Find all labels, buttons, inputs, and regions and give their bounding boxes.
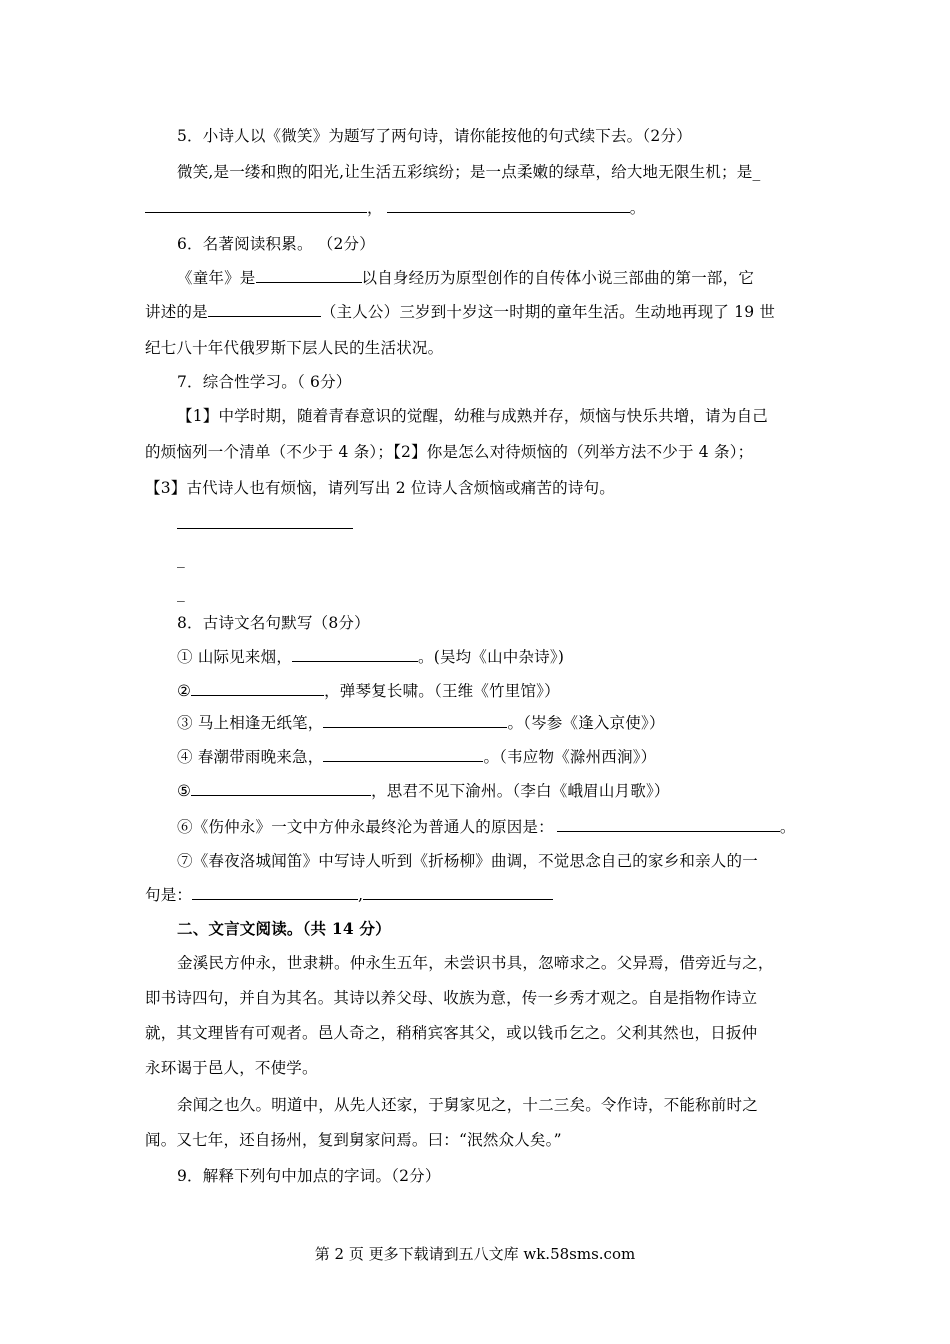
q8-item-1 (177, 646, 564, 668)
passage-p1-line-3: 就，其文理皆有可观者。邑人奇之，稍稍宾客其父，或以钱币乞之。父利其然也，日扳仲 (145, 1024, 758, 1042)
q8-item-6b: 。 (779, 818, 796, 836)
q8-item-4 (177, 746, 656, 768)
answer-blank[interactable] (192, 884, 358, 900)
q5-poem-line: 微笑,是一缕和煦的阳光,让生活五彩缤纷；是一点柔嫩的绿草，给大地无限生机；是_ (177, 163, 761, 181)
section-2-heading: 二、文言文阅读。（共 14 分） (177, 919, 391, 938)
answer-blank[interactable] (191, 680, 324, 696)
answer-blank[interactable] (191, 780, 371, 796)
answer-blank[interactable] (292, 646, 418, 662)
q8-item-3 (177, 712, 665, 734)
q8-item-6 (177, 816, 796, 838)
q8-item-1a: ① 山际见来烟， (177, 648, 293, 666)
q7-line-3: 【3】古代诗人也有烦恼，请列写出 2 位诗人含烦恼或痛苦的诗句。 (145, 479, 615, 497)
q8-item-6a: ⑥《伤仲永》一文中方仲永最终沦为普通人的原因是： (177, 818, 554, 836)
q7-dash-2: _ (177, 584, 185, 602)
q8-item-7-line-2a: 句是： (145, 886, 193, 904)
q6-line-2a: 讲述的是 (145, 303, 208, 321)
q8-item-5b: ，思君不见下渝州。（李白《峨眉山月歌》） (371, 782, 670, 800)
q8-item-5 (177, 780, 670, 802)
answer-blank[interactable] (323, 712, 507, 728)
q8-item-4b: 。（韦应物《滁州西涧》） (483, 748, 657, 766)
passage-p1-line-2: 即书诗四句，并自为其名。其诗以养父母、收族为意，传一乡秀才观之。自是指物作诗立 (145, 989, 758, 1007)
answer-blank[interactable] (557, 816, 780, 832)
q7-dash-1: _ (177, 550, 185, 568)
q6-line-3: 纪七八十年代俄罗斯下层人民的生活状况。 (145, 339, 444, 357)
q8-item-2a: ② (177, 682, 192, 700)
q8-item-4a: ④ 春潮带雨晚来急， (177, 748, 324, 766)
q8-title: 8．古诗文名句默写（8分） (177, 614, 370, 632)
q8-item-7-line-2 (145, 884, 553, 906)
q8-item-3b: 。（岑参《逢入京使》） (507, 714, 665, 732)
passage-p1-line-1: 金溪民方仲永，世隶耕。仲永生五年，未尝识书具，忽啼求之。父异焉，借旁近与之， (177, 954, 774, 972)
page-footer: 第 2 页 更多下载请到五八文库 wk.58sms.com (314, 1245, 636, 1263)
q6-title: 6．名著阅读积累。 （2分） (177, 235, 375, 253)
q6-line-1b: 以自身经历为原型创作的自传体小说三部曲的第一部，它 (361, 269, 755, 287)
passage-p1-line-4: 永环谒于邑人，不使学。 (145, 1059, 318, 1077)
answer-blank[interactable] (145, 197, 367, 213)
q8-item-2 (177, 680, 560, 702)
answer-blank[interactable] (363, 884, 553, 900)
q6-line-1 (177, 267, 754, 289)
q5-comma: ， (367, 199, 383, 217)
answer-blank[interactable] (387, 197, 630, 213)
passage-p2-line-1: 余闻之也久。明道中，从先人还家，于舅家见之，十二三矣。令作诗，不能称前时之 (177, 1096, 758, 1114)
q8-item-5a: ⑤ (177, 782, 192, 800)
q5-period: 。 (629, 199, 646, 217)
q7-title: 7．综合性学习。（ 6分） (177, 373, 352, 391)
q8-item-7-line-1: ⑦《春夜洛城闻笛》中写诗人听到《折杨柳》曲调，不觉思念自己的家乡和亲人的一 (177, 852, 758, 870)
q8-item-7-comma: , (358, 886, 364, 904)
q8-item-1b: 。(吴均《山中杂诗》) (418, 648, 565, 666)
answer-blank[interactable] (323, 746, 483, 762)
answer-blank[interactable] (208, 301, 321, 317)
q7-answer-line[interactable] (177, 528, 353, 529)
passage-p2-line-2: 闻。又七年，还自扬州，复到舅家问焉。曰：“泯然众人矣。” (145, 1131, 562, 1149)
q6-line-1a: 《童年》是 (177, 269, 256, 287)
answer-blank[interactable] (256, 267, 362, 283)
q7-line-2: 的烦恼列一个清单（不少于 4 条）；【2】你是怎么对待烦恼的（列举方法不少于 4 条）； (145, 443, 754, 461)
q7-line-1: 【1】中学时期，随着青春意识的觉醒，幼稚与成熟并存，烦恼与快乐共增，请为自己 (177, 407, 768, 425)
q6-line-2 (145, 301, 775, 323)
q8-item-3a: ③ 马上相逢无纸笔， (177, 714, 324, 732)
q8-item-2b: ，弹琴复长啸。（王维《竹里馆》） (324, 682, 560, 700)
q6-line-2b: （主人公）三岁到十岁这一时期的童年生活。生动地再现了 19 世 (320, 303, 776, 321)
q5-answer-line (145, 197, 645, 219)
q5-title: 5．小诗人以《微笑》为题写了两句诗，请你能按他的句式续下去。（2分） (177, 127, 692, 145)
q9-title: 9．解释下列句中加点的字词。（2分） (177, 1167, 441, 1185)
